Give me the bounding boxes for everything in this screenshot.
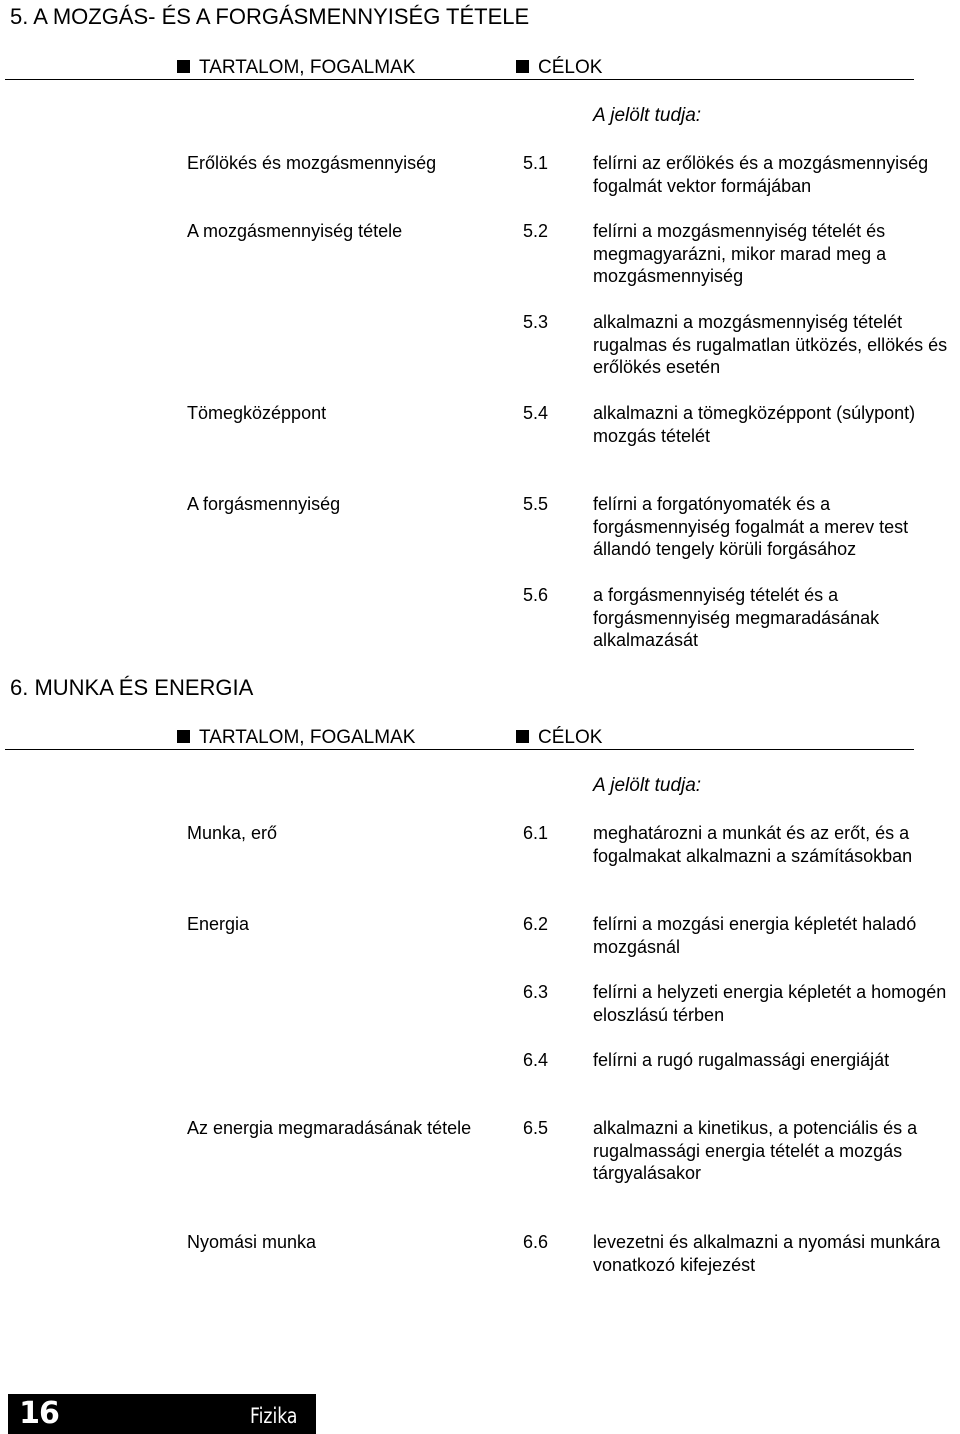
goal-description: felírni az erőlökés és a mozgásmennyiség fogalmát vektor formájában bbox=[593, 153, 929, 196]
topic-label: Nyomási munka bbox=[187, 1232, 317, 1252]
topic-label: Az energia megmaradásának tétele bbox=[187, 1118, 472, 1138]
square-bullet-icon bbox=[177, 60, 190, 73]
goal-number: 5.1 bbox=[523, 153, 549, 173]
topic-label: Tömegközéppont bbox=[187, 403, 327, 423]
goal-description: felírni a helyzeti energia képletét a homogén eloszlású térben bbox=[593, 982, 947, 1025]
goal-number: 6.3 bbox=[523, 982, 549, 1002]
topic-label: Munka, erő bbox=[187, 823, 278, 843]
square-bullet-icon bbox=[516, 730, 529, 743]
footer-subject-label: Fizika bbox=[250, 1404, 298, 1428]
goal-description: felírni a mozgási energia képletét haladó mozgásnál bbox=[593, 914, 917, 957]
content-header-label: TARTALOM, FOGALMAK bbox=[199, 727, 416, 748]
section-6-content-header bbox=[177, 727, 415, 749]
goal-number: 5.6 bbox=[523, 585, 549, 605]
goal-number: 6.2 bbox=[523, 914, 549, 934]
section-5-subheader: A jelölt tudja: bbox=[593, 105, 702, 126]
goal-number: 5.2 bbox=[523, 221, 549, 241]
topic-label: Erőlökés és mozgásmennyiség bbox=[187, 153, 437, 173]
topic-label: A mozgásmennyiség tétele bbox=[187, 221, 403, 241]
goal-number: 6.5 bbox=[523, 1118, 549, 1138]
goal-description: felírni a forgatónyomaték és a forgásmennyiség fogalmát a merev test állandó tengely körüli forgásához bbox=[593, 494, 909, 560]
topic-label: A forgásmennyiség bbox=[187, 494, 341, 514]
content-header-label: TARTALOM, FOGALMAK bbox=[199, 57, 416, 78]
goal-number: 6.4 bbox=[523, 1050, 549, 1070]
square-bullet-icon bbox=[516, 60, 529, 73]
goal-number: 5.5 bbox=[523, 494, 549, 514]
goal-description: levezetni és alkalmazni a nyomási munkára vonatkozó kifejezést bbox=[593, 1232, 941, 1275]
goal-description: meghatározni a munkát és az erőt, és a fogalmakat alkalmazni a számításokban bbox=[593, 823, 913, 866]
goal-description: alkalmazni a mozgásmennyiség tételét rugalmas és rugalmatlan ütközés, ellökés és erőlökés esetén bbox=[593, 312, 948, 378]
goal-description: felírni a mozgásmennyiség tételét és megmagyarázni, mikor marad meg a mozgásmennyiség bbox=[593, 221, 887, 287]
goals-header-label: CÉLOK bbox=[538, 57, 603, 78]
goal-number: 5.3 bbox=[523, 312, 549, 332]
section-6-goals-header bbox=[516, 727, 602, 749]
goal-description: alkalmazni a tömegközéppont (súlypont) mozgás tételét bbox=[593, 403, 916, 446]
section-5-content-header bbox=[177, 57, 415, 79]
topic-label: Energia bbox=[187, 914, 250, 934]
section-6-header-rule bbox=[5, 749, 914, 750]
section-5-goals-header bbox=[516, 57, 602, 79]
square-bullet-icon bbox=[177, 730, 190, 743]
goal-number: 6.1 bbox=[523, 823, 549, 843]
goal-description: alkalmazni a kinetikus, a potenciális és a rugalmassági energia tételét a mozgás tárgyalásakor bbox=[593, 1118, 918, 1184]
goals-header-label: CÉLOK bbox=[538, 727, 603, 748]
goal-description: a forgásmennyiség tételét és a forgásmennyiség megmaradásának alkalmazását bbox=[593, 585, 880, 651]
page-number: 16 bbox=[8, 1394, 70, 1434]
section-5-header-rule bbox=[5, 79, 914, 80]
goal-description: felírni a rugó rugalmassági energiáját bbox=[593, 1050, 890, 1070]
section-6-subheader: A jelölt tudja: bbox=[593, 775, 702, 796]
section-6-title: 6. MUNKA ÉS ENERGIA bbox=[10, 675, 254, 700]
section-5-title: 5. A MOZGÁS- ÉS A FORGÁSMENNYISÉG TÉTELE bbox=[10, 4, 530, 29]
goal-number: 6.6 bbox=[523, 1232, 549, 1252]
goal-number: 5.4 bbox=[523, 403, 549, 423]
